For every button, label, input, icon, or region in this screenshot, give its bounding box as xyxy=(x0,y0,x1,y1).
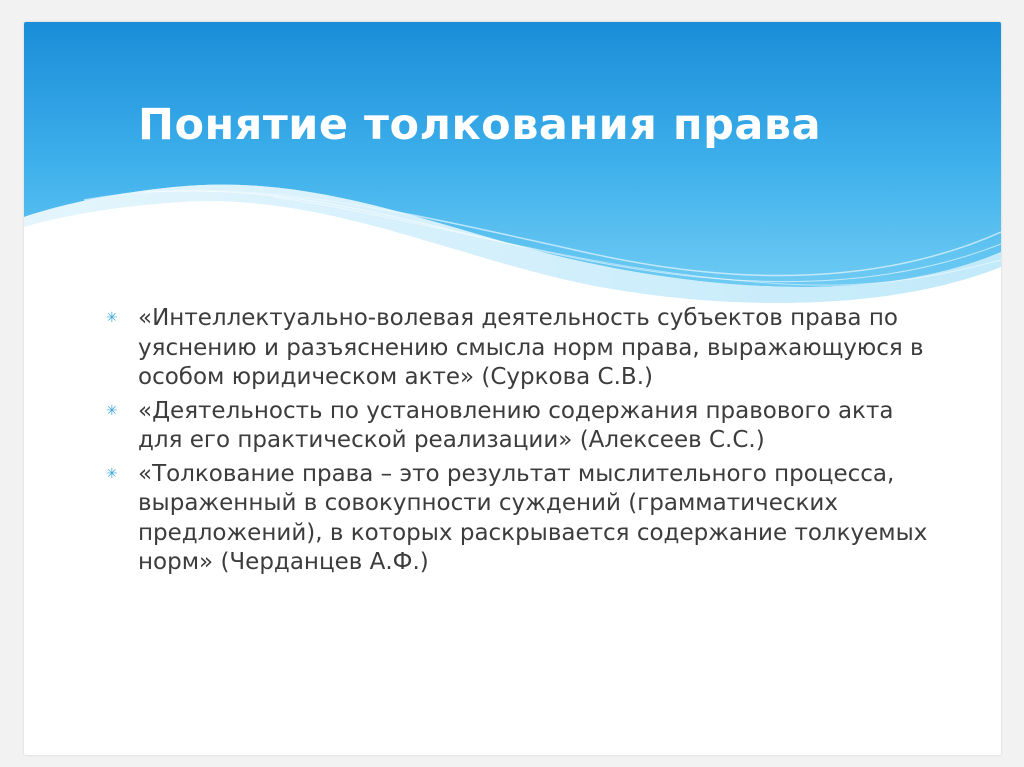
asterisk-icon: ✳ xyxy=(106,402,118,419)
bullet-text: «Деятельность по установлению содержания правового акта для его практической реализации» (Алексеев С.С.) xyxy=(138,397,894,453)
header-wave-background xyxy=(24,22,1001,322)
asterisk-icon: ✳ xyxy=(106,465,118,482)
bullet-item xyxy=(106,397,936,456)
asterisk-icon: ✳ xyxy=(106,310,118,326)
bullet-list xyxy=(106,304,936,582)
bullet-text: «Толкование права – это результат мыслительного процесса, выраженный в совокупности суждений (грамматических предложений), в которых раскрывается содержание толкуемых норм» (Черданцев А.Ф.) xyxy=(138,460,928,575)
slide-title: Понятие толкования права xyxy=(138,100,822,150)
slide xyxy=(24,22,1001,755)
bullet-text: «Интеллектуально-волевая деятельность субъектов права по уяснению и разъяснению смысла норм права, выражающуюся в особом юридическом акте» (Суркова С.В.) xyxy=(138,305,924,390)
bullet-item xyxy=(106,304,936,393)
bullet-item xyxy=(106,460,936,578)
